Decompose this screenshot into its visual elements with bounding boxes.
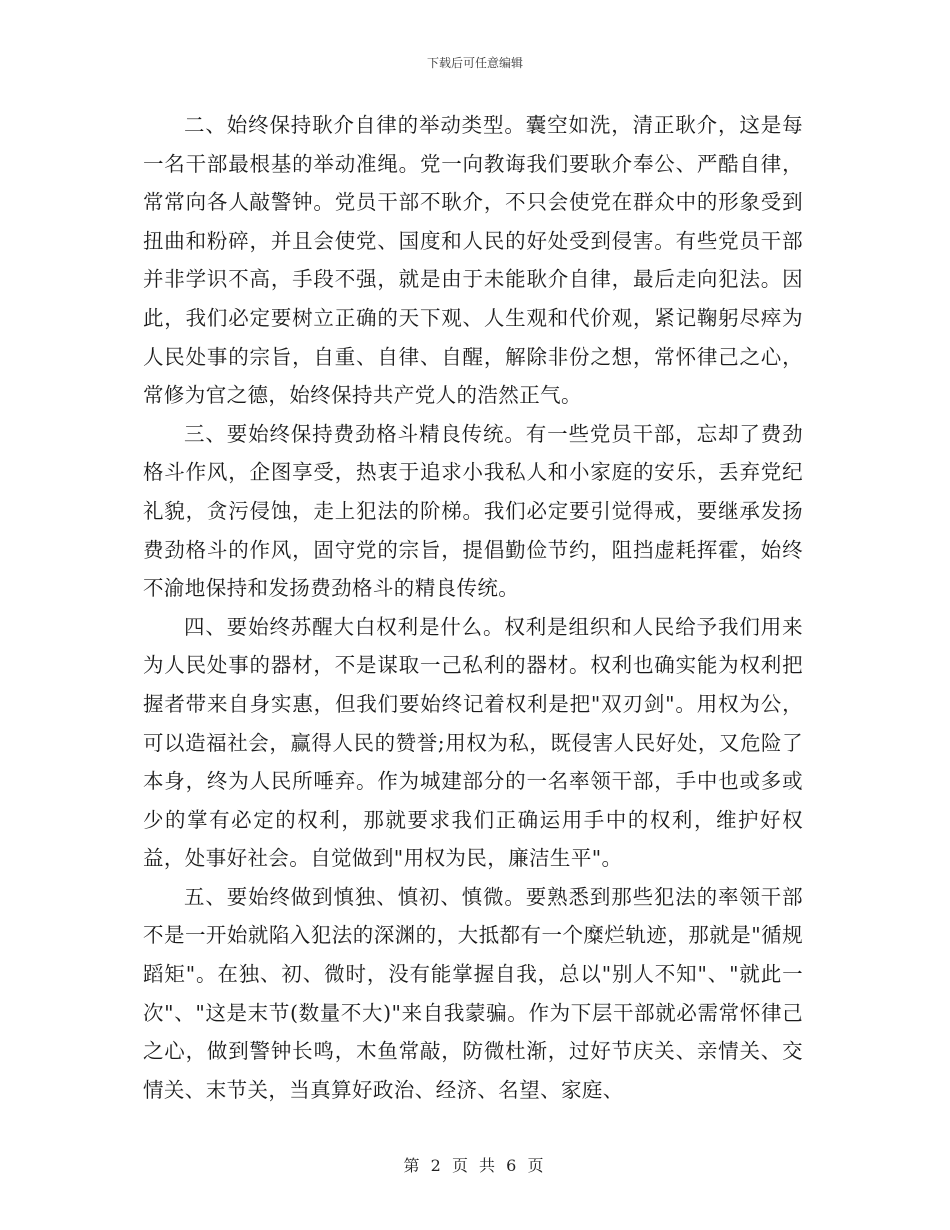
footer-total-prefix: 共 xyxy=(479,1156,499,1175)
footer-total-pages: 6 xyxy=(506,1156,520,1175)
page-footer xyxy=(0,1153,950,1176)
paragraph-section-2: 二、始终保持耿介自律的举动类型。囊空如洗，清正耿介，这是每一名干部最根基的举动准绳。党一向教诲我们要耿介奉公、严酷自律，常常向各人敲警钟。党员干部不耿介，不只会使党在群众中的形象受到扭曲和粉碎，并且会使党、国度和人民的好处受到侵害。有些党员干部并非学识不高，手段不强，就是由于未能耿介自律，最后走向犯法。因此，我们必定要树立正确的天下观、人生观和代价观，紧记鞠躬尽瘁为人民处事的宗旨，自重、自律、自醒，解除非份之想，常怀律己之心，常修为官之德，始终保持共产党人的浩然正气。 xyxy=(143,113,803,408)
paragraph-section-5: 五、要始终做到慎独、慎初、慎微。要熟悉到那些犯法的率领干部不是一开始就陷入犯法的深渊的，大抵都有一个糜烂轨迹，那就是"循规蹈矩"。在独、初、微时，没有能掌握自我，总以"别人不知"、"就此一次"、"这是末节(数量不大)"来自我蒙骗。作为下层干部就必需常怀律己之心，做到警钟长鸣，木鱼常敲，防微杜渐，过好节庆关、亲情关、交情关、末节关，当真算好政治、经济、名望、家庭、 xyxy=(143,884,803,1102)
footer-prefix: 第 xyxy=(403,1156,423,1175)
footer-total-suffix: 页 xyxy=(527,1156,547,1175)
paragraph-section-3: 三、要始终保持费劲格斗精良传统。有一些党员干部，忘却了费劲格斗作风，企图享受，热衷于追求小我私人和小家庭的安乐，丢弃党纪礼貌，贪污侵蚀，走上犯法的阶梯。我们必定要引觉得戒，要继承发扬费劲格斗的作风，固守党的宗旨，提倡勤俭节约，阻挡虚耗挥霍，始终不渝地保持和发扬费劲格斗的精良传统。 xyxy=(143,421,803,601)
page-header: 下载后可任意编辑 xyxy=(426,56,523,70)
paragraph-section-4: 四、要始终苏醒大白权利是什么。权利是组织和人民给予我们用来为人民处事的器材，不是谋取一己私利的器材。权利也确实能为权利把握者带来自身实惠，但我们要始终记着权利是把"双刃剑"。用权为公，可以造福社会，赢得人民的赞誉;用权为私，既侵害人民好处，又危险了本身，终为人民所唾弃。作为城建部分的一名率领干部，手中也或多或少的掌有必定的权利，那就要求我们正确运用手中的权利，维护好权益，处事好社会。自觉做到"用权为民，廉洁生平"。 xyxy=(143,614,803,871)
document-body xyxy=(143,106,803,1109)
footer-page-word: 页 xyxy=(451,1156,471,1175)
footer-current-page: 2 xyxy=(430,1156,444,1175)
